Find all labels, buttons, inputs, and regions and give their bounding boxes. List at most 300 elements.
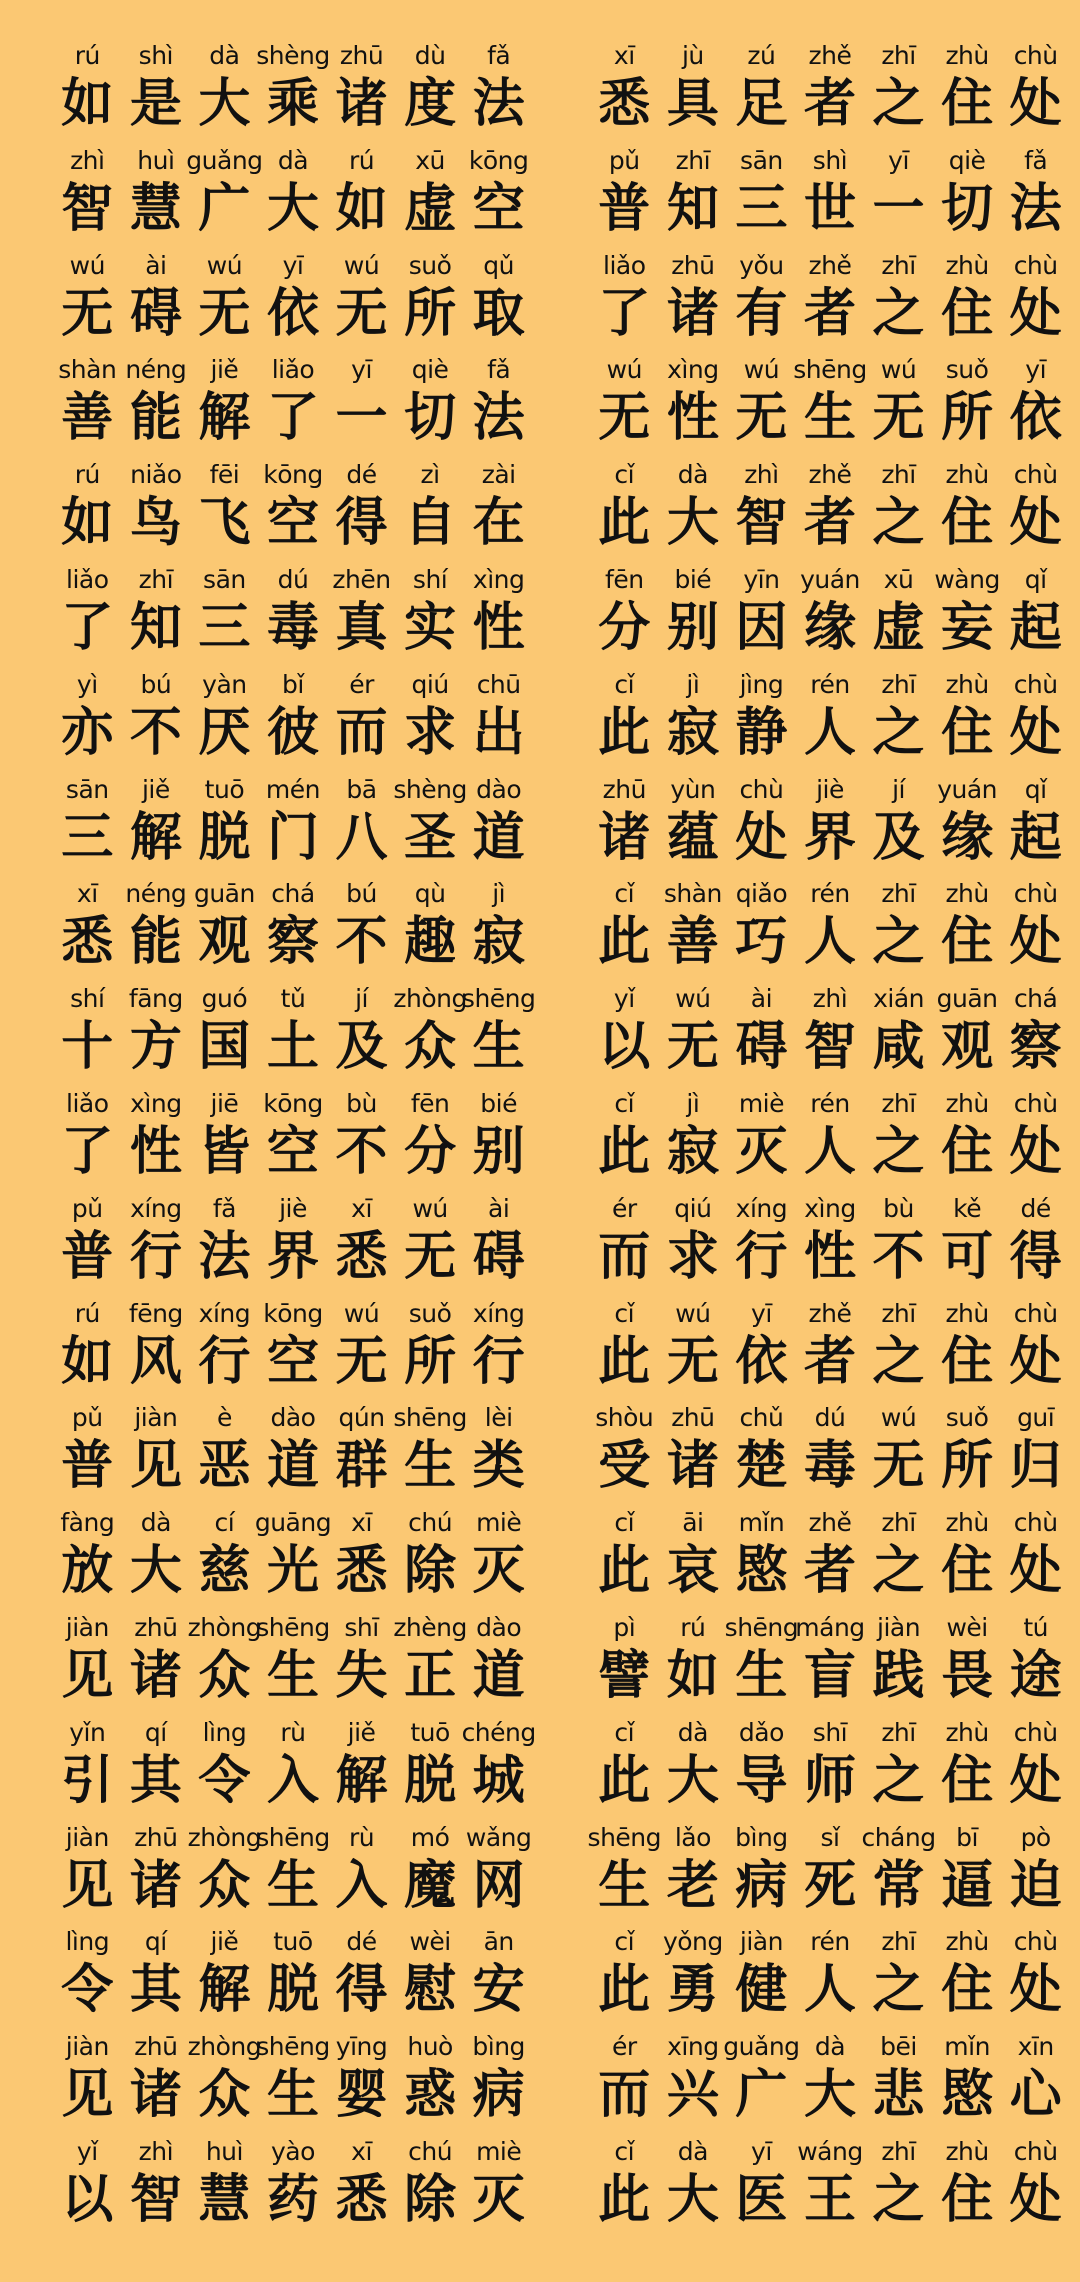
character-cell: [659, 1715, 728, 1820]
chinese-character: 而: [598, 1226, 651, 1287]
pinyin-annotation: rù: [348, 1822, 375, 1852]
character-cell: [122, 667, 191, 772]
pinyin-annotation: wǎng: [465, 1822, 532, 1852]
chinese-character: 毒: [266, 597, 319, 658]
chinese-character: 碍: [472, 1226, 525, 1287]
pinyin-annotation: yǐn: [69, 1717, 106, 1747]
pinyin-annotation: zhù: [945, 460, 989, 490]
character-cell: [190, 876, 259, 981]
chinese-character: 而: [335, 702, 388, 763]
pinyin-annotation: zhě: [808, 41, 852, 70]
character-cell: [396, 248, 465, 353]
chinese-character: 性: [803, 1226, 856, 1287]
character-cell: [122, 143, 191, 248]
pinyin-annotation: zhě: [808, 1298, 852, 1328]
character-cell: [327, 562, 396, 667]
character-cell: [796, 1191, 865, 1296]
character-cell: [53, 1086, 122, 1191]
character-cell: [933, 248, 1002, 353]
pinyin-annotation: wèi: [409, 1927, 451, 1957]
verse-phrase-right: [590, 772, 1070, 877]
character-cell: [727, 1400, 796, 1505]
pinyin-annotation: cǐ: [614, 2136, 635, 2166]
pinyin-annotation: huò: [407, 2032, 453, 2062]
character-cell: [327, 1820, 396, 1925]
pinyin-annotation: bēi: [880, 2032, 917, 2062]
pinyin-annotation: shī: [812, 1717, 848, 1747]
pinyin-annotation: shèng: [393, 774, 467, 804]
verse-phrase-right: [590, 1610, 1070, 1715]
chinese-character: 无: [666, 1017, 719, 1078]
chinese-character: 大: [198, 74, 251, 134]
chinese-character: 者: [803, 283, 856, 344]
chinese-character: 虚: [872, 597, 925, 658]
pinyin-annotation: xū: [883, 564, 914, 594]
character-cell: [327, 772, 396, 877]
chinese-character: 得: [1009, 1226, 1062, 1287]
chinese-character: 常: [872, 1855, 925, 1916]
pinyin-annotation: cǐ: [614, 1088, 635, 1118]
pinyin-annotation: bā: [346, 774, 377, 804]
chinese-character: 令: [198, 1750, 251, 1811]
chinese-character: 寂: [666, 702, 719, 763]
character-cell: [659, 1191, 728, 1296]
pinyin-annotation: ài: [488, 1193, 510, 1223]
chinese-character: 所: [404, 1331, 457, 1392]
character-cell: [122, 1715, 191, 1820]
character-cell: [396, 1924, 465, 2029]
character-cell: [793, 352, 867, 457]
chinese-character: 妄: [941, 597, 994, 658]
chinese-character: 分: [404, 1121, 457, 1182]
character-cell: [327, 2029, 396, 2134]
pinyin-annotation: suǒ: [408, 250, 452, 280]
chinese-character: 生: [266, 1645, 319, 1706]
character-cell: [933, 1820, 1002, 1925]
character-cell: [327, 143, 396, 248]
verse-line: [0, 1191, 1080, 1296]
chinese-character: 度: [404, 74, 457, 134]
pinyin-annotation: chū: [476, 669, 521, 699]
character-cell: [53, 1296, 122, 1401]
character-cell: [864, 1400, 933, 1505]
verse-phrase-left: [53, 1400, 533, 1505]
chinese-character: 具: [666, 74, 719, 134]
chinese-character: 知: [666, 178, 719, 239]
character-cell: [53, 1820, 122, 1925]
verse-line: [0, 1610, 1080, 1715]
chinese-character: 可: [941, 1226, 994, 1287]
chinese-character: 处: [1009, 1331, 1062, 1392]
verse-line: [0, 457, 1080, 562]
character-cell: [659, 38, 728, 143]
chinese-character: 群: [335, 1436, 388, 1497]
character-cell: [53, 1505, 122, 1610]
pinyin-annotation: liǎo: [66, 1088, 109, 1118]
chinese-character: 足: [735, 74, 788, 134]
chinese-character: 无: [598, 388, 651, 449]
pinyin-annotation: chù: [1013, 879, 1058, 909]
character-cell: [464, 1191, 533, 1296]
pinyin-annotation: shī: [344, 1612, 379, 1642]
chinese-character: 王: [803, 2169, 856, 2230]
chinese-character: 大: [666, 493, 719, 554]
character-cell: [461, 981, 536, 1086]
character-cell: [190, 38, 259, 143]
character-cell: [122, 1191, 191, 1296]
pinyin-annotation: yī: [751, 1298, 772, 1328]
verse-phrase-left: [53, 1191, 533, 1296]
pinyin-annotation: jiě: [210, 355, 239, 385]
chinese-character: 人: [803, 702, 856, 763]
character-cell: [933, 1400, 1002, 1505]
chinese-character: 如: [335, 178, 388, 239]
chinese-character: 如: [666, 1645, 719, 1706]
chinese-character: 了: [61, 1121, 114, 1182]
pinyin-annotation: bú: [346, 879, 377, 909]
chinese-character: 彼: [266, 702, 319, 763]
chinese-character: 之: [872, 283, 925, 344]
chinese-character: 趣: [404, 912, 457, 973]
pinyin-annotation: suǒ: [945, 355, 989, 385]
pinyin-annotation: tuō: [273, 1927, 313, 1957]
verse-line: [0, 1400, 1080, 1505]
pinyin-annotation: néng: [125, 355, 187, 385]
chinese-character: 者: [803, 1331, 856, 1392]
chinese-character: 之: [872, 493, 925, 554]
character-cell: [256, 38, 330, 143]
chinese-character: 归: [1009, 1436, 1062, 1497]
character-cell: [1001, 143, 1070, 248]
chinese-character: 国: [198, 1017, 251, 1078]
chinese-character: 不: [335, 1121, 388, 1182]
character-cell: [590, 876, 659, 981]
chinese-character: 兴: [666, 2065, 719, 2126]
character-cell: [327, 1715, 396, 1820]
character-cell: [396, 667, 465, 772]
pinyin-annotation: lìng: [65, 1927, 110, 1957]
chinese-character: 世: [803, 178, 856, 239]
chinese-character: 不: [335, 912, 388, 973]
chinese-character: 脱: [266, 1960, 319, 2021]
chinese-character: 如: [61, 493, 114, 554]
pinyin-annotation: dé: [1020, 1193, 1051, 1223]
character-cell: [327, 1505, 396, 1610]
chinese-character: 人: [803, 1121, 856, 1182]
chinese-character: 诸: [129, 1645, 182, 1706]
pinyin-annotation: jiě: [210, 1927, 239, 1957]
verse-phrase-left: [53, 876, 533, 981]
character-cell: [590, 1296, 659, 1401]
pinyin-annotation: xī: [351, 1193, 372, 1223]
character-cell: [864, 1505, 933, 1610]
pinyin-annotation: zhī: [138, 564, 174, 594]
pinyin-annotation: yī: [282, 250, 304, 280]
chinese-character: 普: [598, 178, 651, 239]
pinyin-annotation: rén: [810, 879, 850, 909]
pinyin-annotation: zhù: [945, 41, 989, 70]
verse-phrase-left: [53, 1296, 533, 1401]
pinyin-annotation: yǒng: [662, 1927, 723, 1957]
pinyin-annotation: ān: [483, 1927, 514, 1957]
character-cell: [327, 1400, 396, 1505]
character-cell: [724, 1610, 799, 1715]
verse-line: [0, 1820, 1080, 1925]
pinyin-annotation: zhū: [134, 2032, 178, 2062]
chinese-character: 空: [266, 1331, 319, 1392]
character-cell: [864, 1924, 933, 2029]
chinese-character: 一: [335, 388, 388, 449]
pinyin-annotation: xíng: [130, 1193, 182, 1223]
chinese-character: 悉: [61, 912, 114, 973]
pinyin-annotation: bié: [480, 1088, 517, 1118]
character-cell: [464, 667, 533, 772]
verse-phrase-right: [590, 1715, 1070, 1820]
verse-phrase-right: [590, 667, 1070, 772]
pinyin-annotation: yì: [76, 669, 98, 699]
character-cell: [864, 1715, 933, 1820]
character-cell: [1001, 248, 1070, 353]
chinese-character: 法: [472, 388, 525, 449]
chinese-character: 是: [129, 74, 182, 134]
pinyin-annotation: chù: [1013, 41, 1058, 70]
verse-line: [0, 1086, 1080, 1191]
pinyin-annotation: zhòng: [187, 1822, 262, 1852]
pinyin-annotation: cí: [214, 1508, 235, 1538]
character-cell: [861, 1820, 936, 1925]
character-cell: [727, 457, 796, 562]
pinyin-annotation: bī: [956, 1822, 978, 1852]
pinyin-annotation: tuō: [410, 1717, 450, 1747]
character-cell: [933, 1610, 1002, 1715]
chinese-character: 以: [61, 2169, 114, 2230]
pinyin-annotation: qǔ: [483, 250, 515, 280]
verse-phrase-left: [53, 143, 533, 248]
character-cell: [190, 562, 259, 667]
chinese-character: 此: [598, 912, 651, 973]
character-cell: [659, 2134, 728, 2239]
chinese-character: 性: [666, 388, 719, 449]
pinyin-annotation: chù: [1013, 1298, 1058, 1328]
pinyin-annotation: dú: [277, 564, 309, 594]
pinyin-annotation: sǐ: [820, 1822, 840, 1852]
chinese-character: 行: [735, 1226, 788, 1287]
chinese-character: 畏: [941, 1645, 994, 1706]
chinese-character: 寂: [666, 1121, 719, 1182]
chinese-character: 脱: [404, 1750, 457, 1811]
chinese-character: 大: [129, 1541, 182, 1602]
pinyin-annotation: zhù: [945, 1088, 989, 1118]
pinyin-annotation: yī: [751, 2136, 772, 2166]
pinyin-annotation: jiè: [816, 774, 844, 804]
character-cell: [1001, 876, 1070, 981]
character-cell: [864, 981, 933, 1086]
chinese-character: 住: [941, 1960, 994, 2021]
character-cell: [864, 1086, 933, 1191]
pinyin-annotation: fǎ: [487, 355, 511, 385]
pinyin-annotation: guān: [936, 984, 998, 1014]
pinyin-annotation: zhū: [339, 41, 384, 70]
chinese-character: 生: [266, 2065, 319, 2126]
chinese-character: 如: [61, 74, 114, 134]
character-cell: [590, 2134, 659, 2239]
pinyin-annotation: miè: [476, 2136, 522, 2166]
character-cell: [190, 1400, 259, 1505]
pinyin-annotation: bǐ: [282, 669, 304, 699]
pinyin-annotation: zhī: [881, 250, 916, 280]
character-cell: [122, 981, 191, 1086]
character-cell: [122, 2134, 191, 2239]
verse-line: [0, 772, 1080, 877]
chinese-character: 切: [941, 178, 994, 239]
chinese-character: 此: [598, 493, 651, 554]
chinese-character: 人: [803, 912, 856, 973]
chinese-character: 医: [735, 2169, 788, 2230]
character-cell: [590, 352, 659, 457]
chinese-character: 譬: [598, 1645, 651, 1706]
chinese-character: 生: [803, 388, 856, 449]
character-cell: [327, 38, 396, 143]
pinyin-annotation: rén: [810, 669, 850, 699]
pinyin-annotation: zhě: [808, 1508, 852, 1538]
chinese-character: 住: [941, 493, 994, 554]
pinyin-annotation: máng: [795, 1612, 865, 1642]
chinese-character: 之: [872, 1121, 925, 1182]
character-cell: [864, 143, 933, 248]
pinyin-annotation: qiè: [948, 145, 986, 175]
character-cell: [727, 143, 796, 248]
chinese-character: 无: [404, 1226, 457, 1287]
chinese-character: 之: [872, 912, 925, 973]
pinyin-annotation: chá: [1013, 984, 1058, 1014]
pinyin-annotation: yǐ: [613, 984, 635, 1014]
chinese-character: 了: [598, 283, 651, 344]
character-cell: [590, 667, 659, 772]
character-cell: [659, 562, 728, 667]
chinese-character: 悲: [872, 2065, 925, 2126]
chinese-character: 之: [872, 2169, 925, 2230]
pinyin-annotation: zhèng: [393, 1612, 467, 1642]
character-cell: [53, 562, 122, 667]
pinyin-annotation: zhī: [881, 1508, 916, 1538]
pinyin-annotation: bié: [674, 564, 712, 594]
character-cell: [590, 143, 659, 248]
chinese-character: 缘: [803, 597, 856, 658]
character-cell: [464, 1505, 533, 1610]
chinese-character: 碍: [129, 283, 182, 344]
chinese-character: 人: [803, 1960, 856, 2021]
character-cell: [190, 248, 259, 353]
chinese-character: 行: [472, 1331, 525, 1392]
chinese-character: 灭: [472, 2169, 525, 2230]
character-cell: [727, 1086, 796, 1191]
character-cell: [864, 667, 933, 772]
character-cell: [464, 2029, 533, 2134]
pinyin-annotation: xìng: [130, 1088, 182, 1118]
character-cell: [259, 1400, 328, 1505]
pinyin-annotation: cǐ: [614, 669, 635, 699]
character-cell: [53, 143, 122, 248]
verse-phrase-right: [590, 1191, 1070, 1296]
character-cell: [727, 562, 796, 667]
chinese-character: 诸: [335, 74, 388, 134]
character-cell: [864, 772, 933, 877]
verse-phrase-right: [590, 457, 1070, 562]
chinese-character: 者: [803, 74, 856, 134]
chinese-character: 处: [1009, 283, 1062, 344]
character-cell: [396, 2029, 465, 2134]
chinese-character: 门: [266, 807, 319, 868]
character-cell: [190, 2134, 259, 2239]
chinese-character: 处: [1009, 1541, 1062, 1602]
character-cell: [259, 1715, 328, 1820]
pinyin-annotation: ér: [611, 1193, 637, 1223]
character-cell: [796, 1924, 865, 2029]
chinese-character: 悉: [335, 1541, 388, 1602]
character-cell: [933, 143, 1002, 248]
character-cell: [1001, 667, 1070, 772]
pinyin-annotation: dà: [814, 2032, 846, 2062]
character-cell: [796, 38, 865, 143]
pinyin-annotation: zhù: [945, 1927, 989, 1957]
pinyin-annotation: zhī: [881, 1088, 916, 1118]
chinese-character: 诸: [666, 283, 719, 344]
chinese-character: 圣: [404, 807, 457, 868]
character-cell: [796, 1296, 865, 1401]
chinese-character: 逼: [941, 1855, 994, 1916]
character-cell: [464, 1820, 533, 1925]
chinese-character: 道: [472, 807, 525, 868]
pinyin-annotation: mén: [265, 774, 321, 804]
verse-phrase-left: [53, 248, 533, 353]
chinese-character: 众: [198, 1855, 251, 1916]
character-cell: [590, 1715, 659, 1820]
chinese-character: 飞: [198, 493, 251, 554]
character-cell: [122, 1296, 191, 1401]
pinyin-annotation: zhì: [70, 145, 105, 175]
pinyin-annotation: zhù: [945, 879, 989, 909]
pinyin-annotation: niǎo: [130, 460, 182, 490]
pinyin-annotation: fēn: [605, 564, 644, 594]
chinese-character: 除: [404, 1541, 457, 1602]
chinese-character: 生: [404, 1436, 457, 1497]
pinyin-annotation: xī: [351, 1508, 372, 1538]
pinyin-annotation: chéng: [461, 1717, 536, 1747]
chinese-character: 入: [335, 1855, 388, 1916]
verse-phrase-left: [53, 1924, 533, 2029]
pinyin-annotation: jì: [492, 879, 506, 909]
character-cell: [327, 1296, 396, 1401]
character-cell: [933, 2134, 1002, 2239]
pinyin-annotation: wú: [69, 250, 105, 280]
pinyin-annotation: dǎo: [738, 1717, 784, 1747]
chinese-character: 此: [598, 1121, 651, 1182]
verse-phrase-right: [590, 1505, 1070, 1610]
chinese-character: 起: [1009, 807, 1062, 868]
chinese-character: 无: [335, 1331, 388, 1392]
pinyin-annotation: néng: [125, 879, 187, 909]
chinese-character: 行: [198, 1331, 251, 1392]
chinese-character: 健: [735, 1960, 788, 2021]
pinyin-annotation: liǎo: [66, 564, 109, 594]
chinese-character: 求: [666, 1226, 719, 1287]
character-cell: [659, 1400, 728, 1505]
character-cell: [190, 981, 259, 1086]
pinyin-annotation: fāng: [128, 984, 183, 1014]
character-cell: [796, 667, 865, 772]
character-cell: [659, 1296, 728, 1401]
chinese-character: 住: [941, 1750, 994, 1811]
